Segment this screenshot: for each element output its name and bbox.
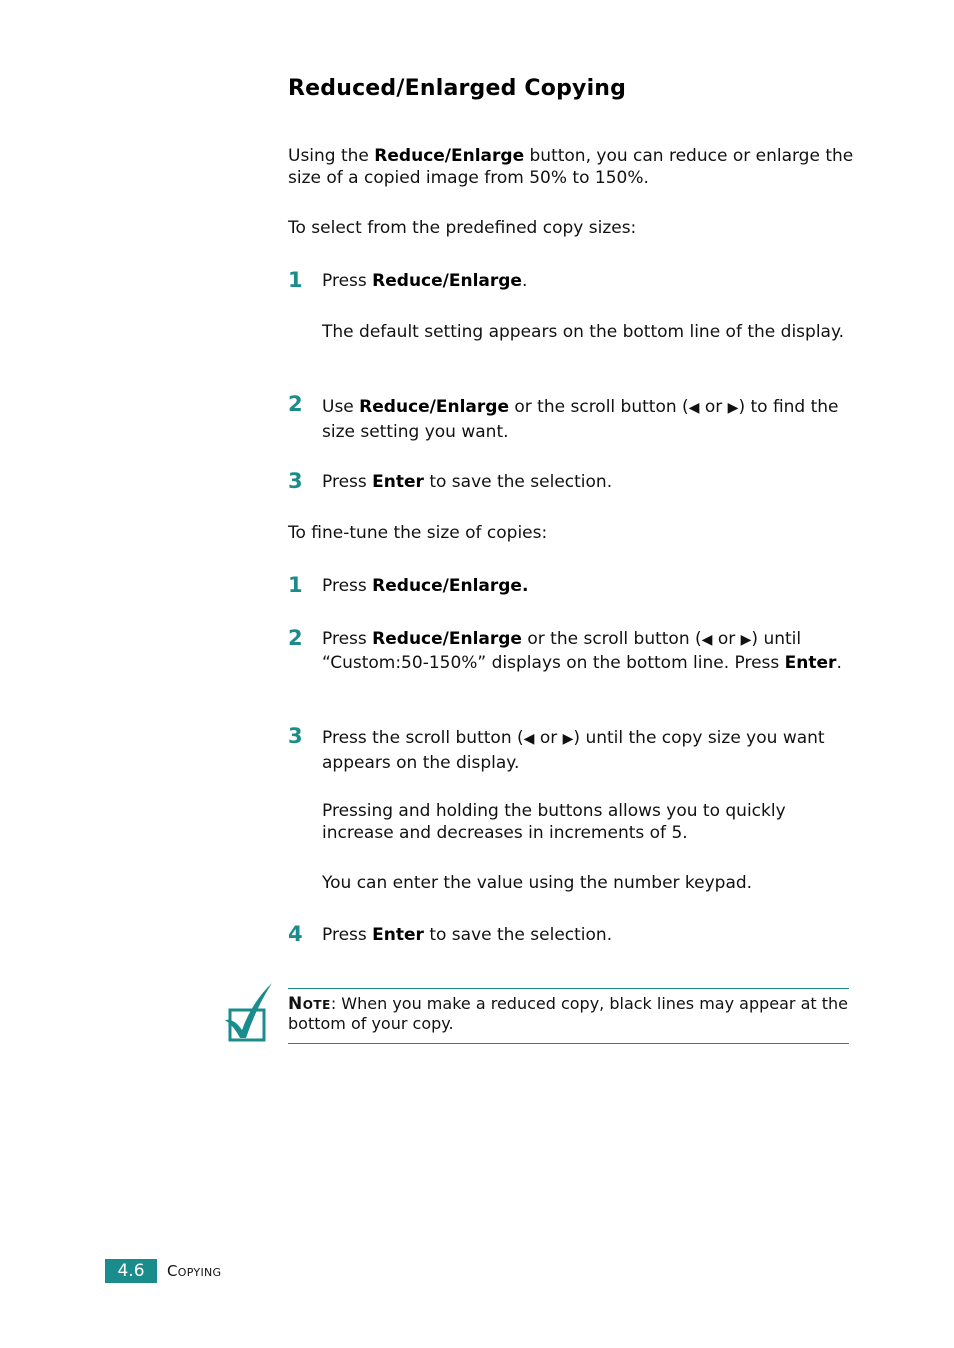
note-paragraph	[288, 994, 852, 1034]
note-label: Note	[288, 994, 331, 1014]
step-bold: Reduce/Enlarge	[359, 397, 509, 417]
step-number: 1	[288, 268, 303, 292]
step-text-part: to save the selection.	[423, 925, 613, 945]
left-arrow-icon: ◀	[701, 632, 713, 648]
note-bottom-rule	[288, 1043, 849, 1044]
step-text-part: .	[521, 271, 528, 291]
step-number: 3	[288, 469, 303, 493]
step-text-part: or	[712, 629, 741, 649]
right-arrow-icon: ▶	[727, 400, 739, 416]
step-text	[322, 726, 852, 775]
section-heading: Reduced/Enlarged Copying	[288, 76, 627, 101]
step-bold: Enter	[372, 472, 424, 492]
step-text-part: or	[699, 397, 728, 417]
step-text	[322, 270, 852, 292]
note-top-rule	[288, 988, 849, 989]
step-number: 4	[288, 922, 303, 946]
step-bold: Reduce/Enlarge	[372, 629, 522, 649]
predefined-intro: To select from the predefined copy sizes:	[288, 218, 637, 238]
step-text-part: Press	[322, 271, 373, 291]
step-text-part: .	[836, 653, 842, 673]
finetune-intro: To fine-tune the size of copies:	[288, 523, 548, 543]
step-text-part: Press	[322, 576, 373, 596]
checkmark-note-icon	[222, 980, 274, 1044]
intro-text-before: Using the	[288, 146, 375, 166]
intro-bold-button: Reduce/Enlarge	[374, 146, 525, 166]
step-text-part: ) until the copy size you want appears on the display.	[322, 728, 825, 773]
step-number: 2	[288, 392, 303, 416]
step-text-part: ) to find the size setting you want.	[322, 397, 839, 442]
left-arrow-icon: ◀	[688, 400, 700, 416]
chapter-label: Copying	[167, 1262, 222, 1280]
step-text-part: or the scroll button (	[521, 629, 702, 649]
step-bold: Reduce/Enlarge	[372, 271, 522, 291]
right-arrow-icon: ▶	[740, 632, 752, 648]
step-number: 3	[288, 724, 303, 748]
step-number: 2	[288, 626, 303, 650]
page-number-badge: 4.6	[105, 1259, 157, 1283]
step-bold: Reduce/Enlarge.	[372, 576, 529, 596]
step-bold: Enter	[372, 925, 424, 945]
left-arrow-icon: ◀	[523, 731, 535, 747]
step-text-part: or the scroll button (	[508, 397, 689, 417]
step-text	[322, 395, 852, 444]
step-text	[322, 924, 852, 946]
step-number: 1	[288, 573, 303, 597]
step-text	[322, 471, 852, 493]
step-note: You can enter the value using the number keypad.	[322, 873, 753, 893]
intro-text-after: button, you can reduce or enlarge the size of a copied image from 50% to 150%.	[288, 146, 854, 188]
step-text-part: Use	[322, 397, 360, 417]
step-note: Pressing and holding the buttons allows you to quickly increase and decreases in increments of 5.	[322, 801, 786, 843]
step-bold: Enter	[784, 653, 837, 673]
note-text: : When you make a reduced copy, black lines may appear at the bottom of your copy.	[288, 994, 848, 1033]
intro-paragraph	[288, 145, 858, 189]
step-text-part: Press	[322, 629, 373, 649]
step-text-part: Press the scroll button (	[322, 728, 524, 748]
step-text	[322, 628, 852, 675]
step-text-part: to save the selection.	[423, 472, 613, 492]
step-text-part: Press	[322, 925, 373, 945]
step-note: The default setting appears on the bottom line of the display.	[322, 322, 844, 342]
step-text-part: or	[534, 728, 563, 748]
step-text-part: ) until “Custom:50-150%” displays on the bottom line. Press	[322, 629, 802, 673]
step-text	[322, 575, 852, 597]
step-text-part: Press	[322, 472, 373, 492]
right-arrow-icon: ▶	[562, 731, 574, 747]
